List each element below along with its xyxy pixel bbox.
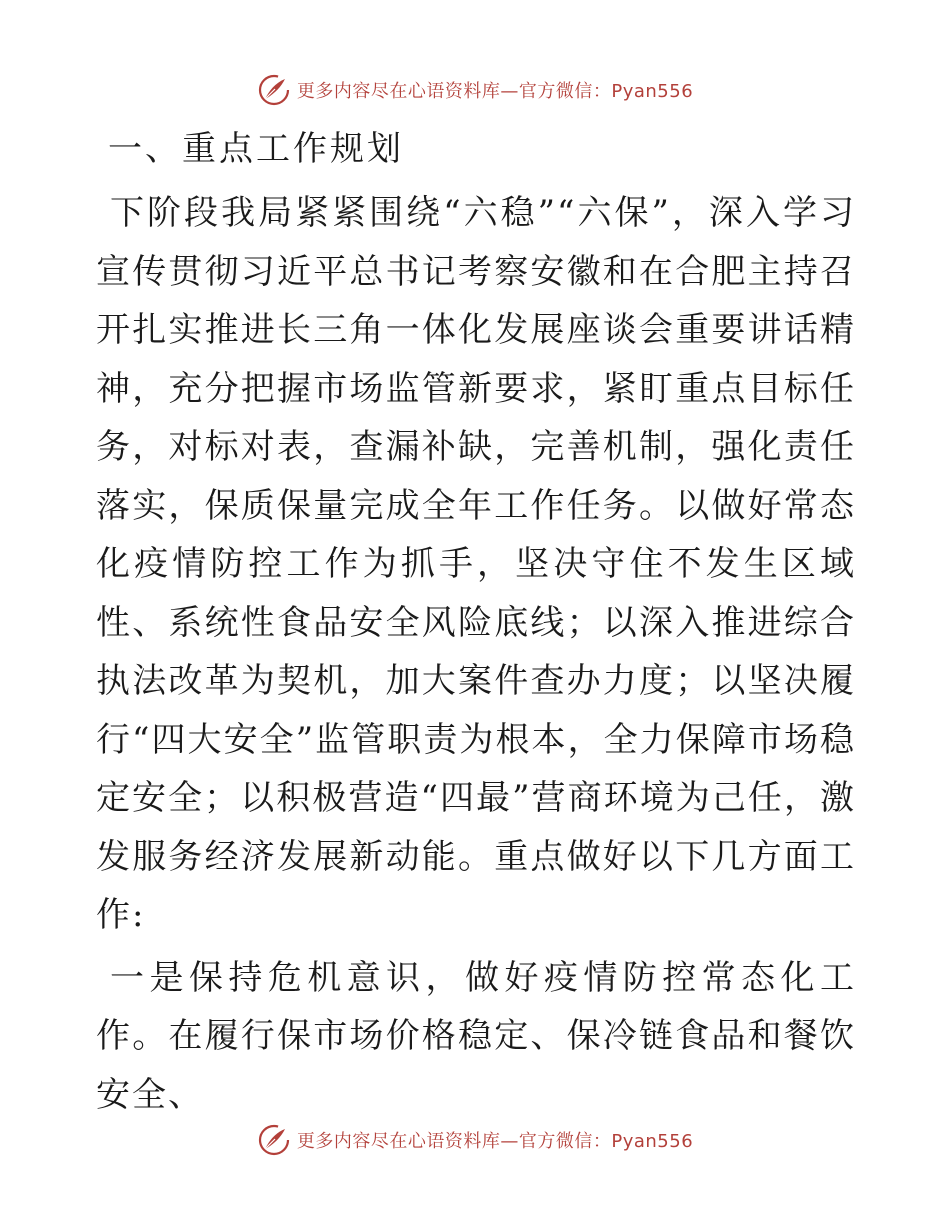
feather-pen-logo-icon — [257, 1123, 291, 1157]
footer-banner-content — [257, 1123, 693, 1157]
paragraph-1: 下阶段我局紧紧围绕“六稳”“六保”，深入学习宣传贯彻习近平总书记考察安徽和在合肥主持召开扎实推进长三角一体化发展座谈会重要讲话精神，充分把握市场监管新要求，紧盯重点目标任务，对标对表，查漏补缺，完善机制，强化责任落实，保质保量完成全年工作任务。以做好常态化疫情防控工作为抓手，坚决守住不发生区域性、系统性食品安全风险底线；以深入推进综合执法改革为契机，加大案件查办力度；以坚决履行“四大安全”监管职责为根本，全力保障市场稳定安全；以积极营造“四最”营商环境为己任，激发服务经济发展新动能。重点做好以下几方面工作: — [96, 193, 856, 935]
header-banner — [0, 70, 950, 110]
feather-pen-logo-icon — [257, 73, 291, 107]
document-body — [96, 120, 856, 1128]
header-banner-content — [257, 73, 693, 107]
header-banner-text: 更多内容尽在心语资料库—官方微信：Pyan556 — [296, 81, 694, 102]
footer-banner — [0, 1120, 950, 1160]
section-heading: 一、重点工作规划 — [108, 129, 404, 169]
paragraph-2: 一是保持危机意识，做好疫情防控常态化工作。在履行保市场价格稳定、保冷链食品和餐饮安全、 — [96, 957, 856, 1115]
footer-banner-text: 更多内容尽在心语资料库—官方微信：Pyan556 — [296, 1131, 694, 1152]
